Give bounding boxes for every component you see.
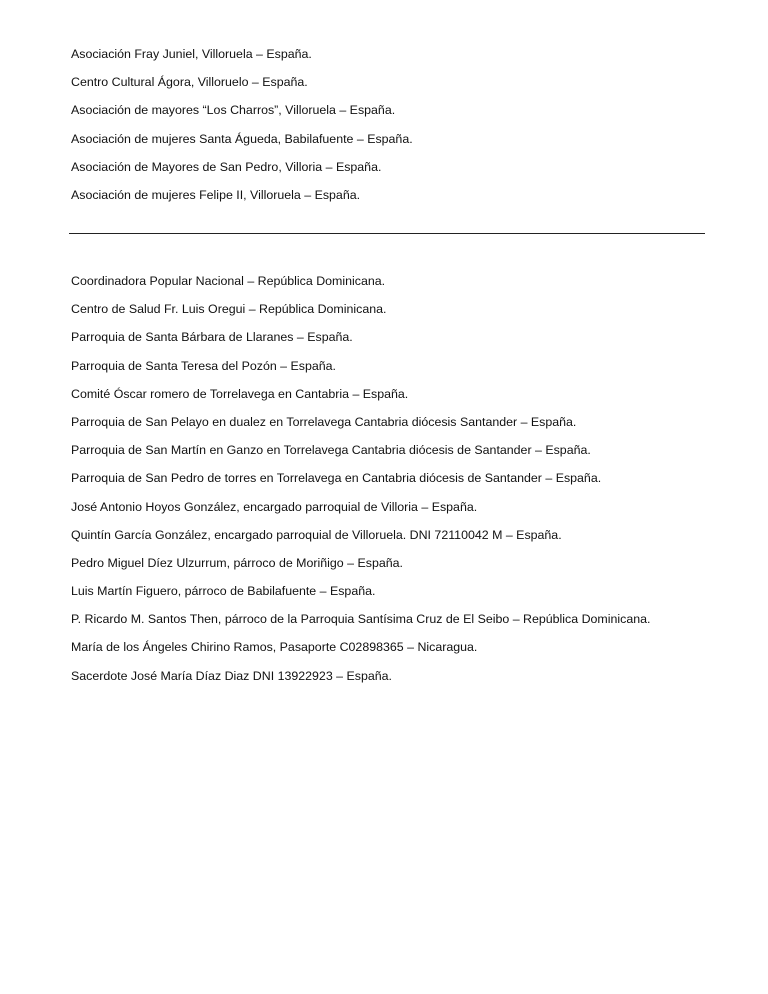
horizontal-divider — [69, 233, 705, 234]
list-item: Asociación de mujeres Santa Águeda, Babilafuente – España. — [71, 131, 413, 146]
list-item: Centro Cultural Ágora, Villoruelo – España. — [71, 75, 308, 90]
list-item: Coordinadora Popular Nacional – República Dominicana. — [71, 274, 386, 288]
list-item: Parroquia de San Pelayo en dualez en Torrelavega Cantabria diócesis Santander – España. — [71, 414, 577, 429]
list-item: P. Ricardo M. Santos Then, párroco de la Parroquia Santísima Cruz de El Seibo – República Dominicana. — [71, 612, 651, 627]
list-item: Asociación de mujeres Felipe II, Villoruela – España. — [71, 187, 361, 202]
list-item: Quintín García González, encargado parroquial de Villoruela. DNI 72110042 M – España. — [71, 527, 562, 542]
list-item: Pedro Miguel Díez Ulzurrum, párroco de Moriñigo – España. — [71, 555, 403, 570]
list-item: Centro de Salud Fr. Luis Oregui – República Dominicana. — [71, 302, 387, 317]
list-item: Parroquia de San Martín en Ganzo en Torrelavega Cantabria diócesis de Santander – España. — [71, 443, 591, 458]
list-item: José Antonio Hoyos González, encargado parroquial de Villoria – España. — [71, 499, 478, 514]
list-item: Comité Óscar romero de Torrelavega en Cantabria – España. — [71, 386, 409, 401]
list-item: María de los Ángeles Chirino Ramos, Pasaporte C02898365 – Nicaragua. — [71, 640, 478, 655]
organizations-list-spain — [71, 45, 413, 214]
list-item: Asociación de mayores “Los Charros”, Villoruela – España. — [71, 103, 396, 118]
list-item: Asociación Fray Juniel, Villoruela – España. — [71, 47, 312, 61]
signatories-list — [71, 272, 650, 695]
list-item: Sacerdote José María Díaz Diaz DNI 13922923 – España. — [71, 668, 392, 683]
list-item: Luis Martín Figuero, párroco de Babilafuente – España. — [71, 584, 376, 599]
list-item: Parroquia de San Pedro de torres en Torrelavega en Cantabria diócesis de Santander – España. — [71, 471, 602, 486]
list-item: Parroquia de Santa Teresa del Pozón – España. — [71, 358, 336, 373]
list-item: Parroquia de Santa Bárbara de Llaranes – España. — [71, 330, 353, 345]
list-item: Asociación de Mayores de San Pedro, Villoria – España. — [71, 159, 382, 174]
